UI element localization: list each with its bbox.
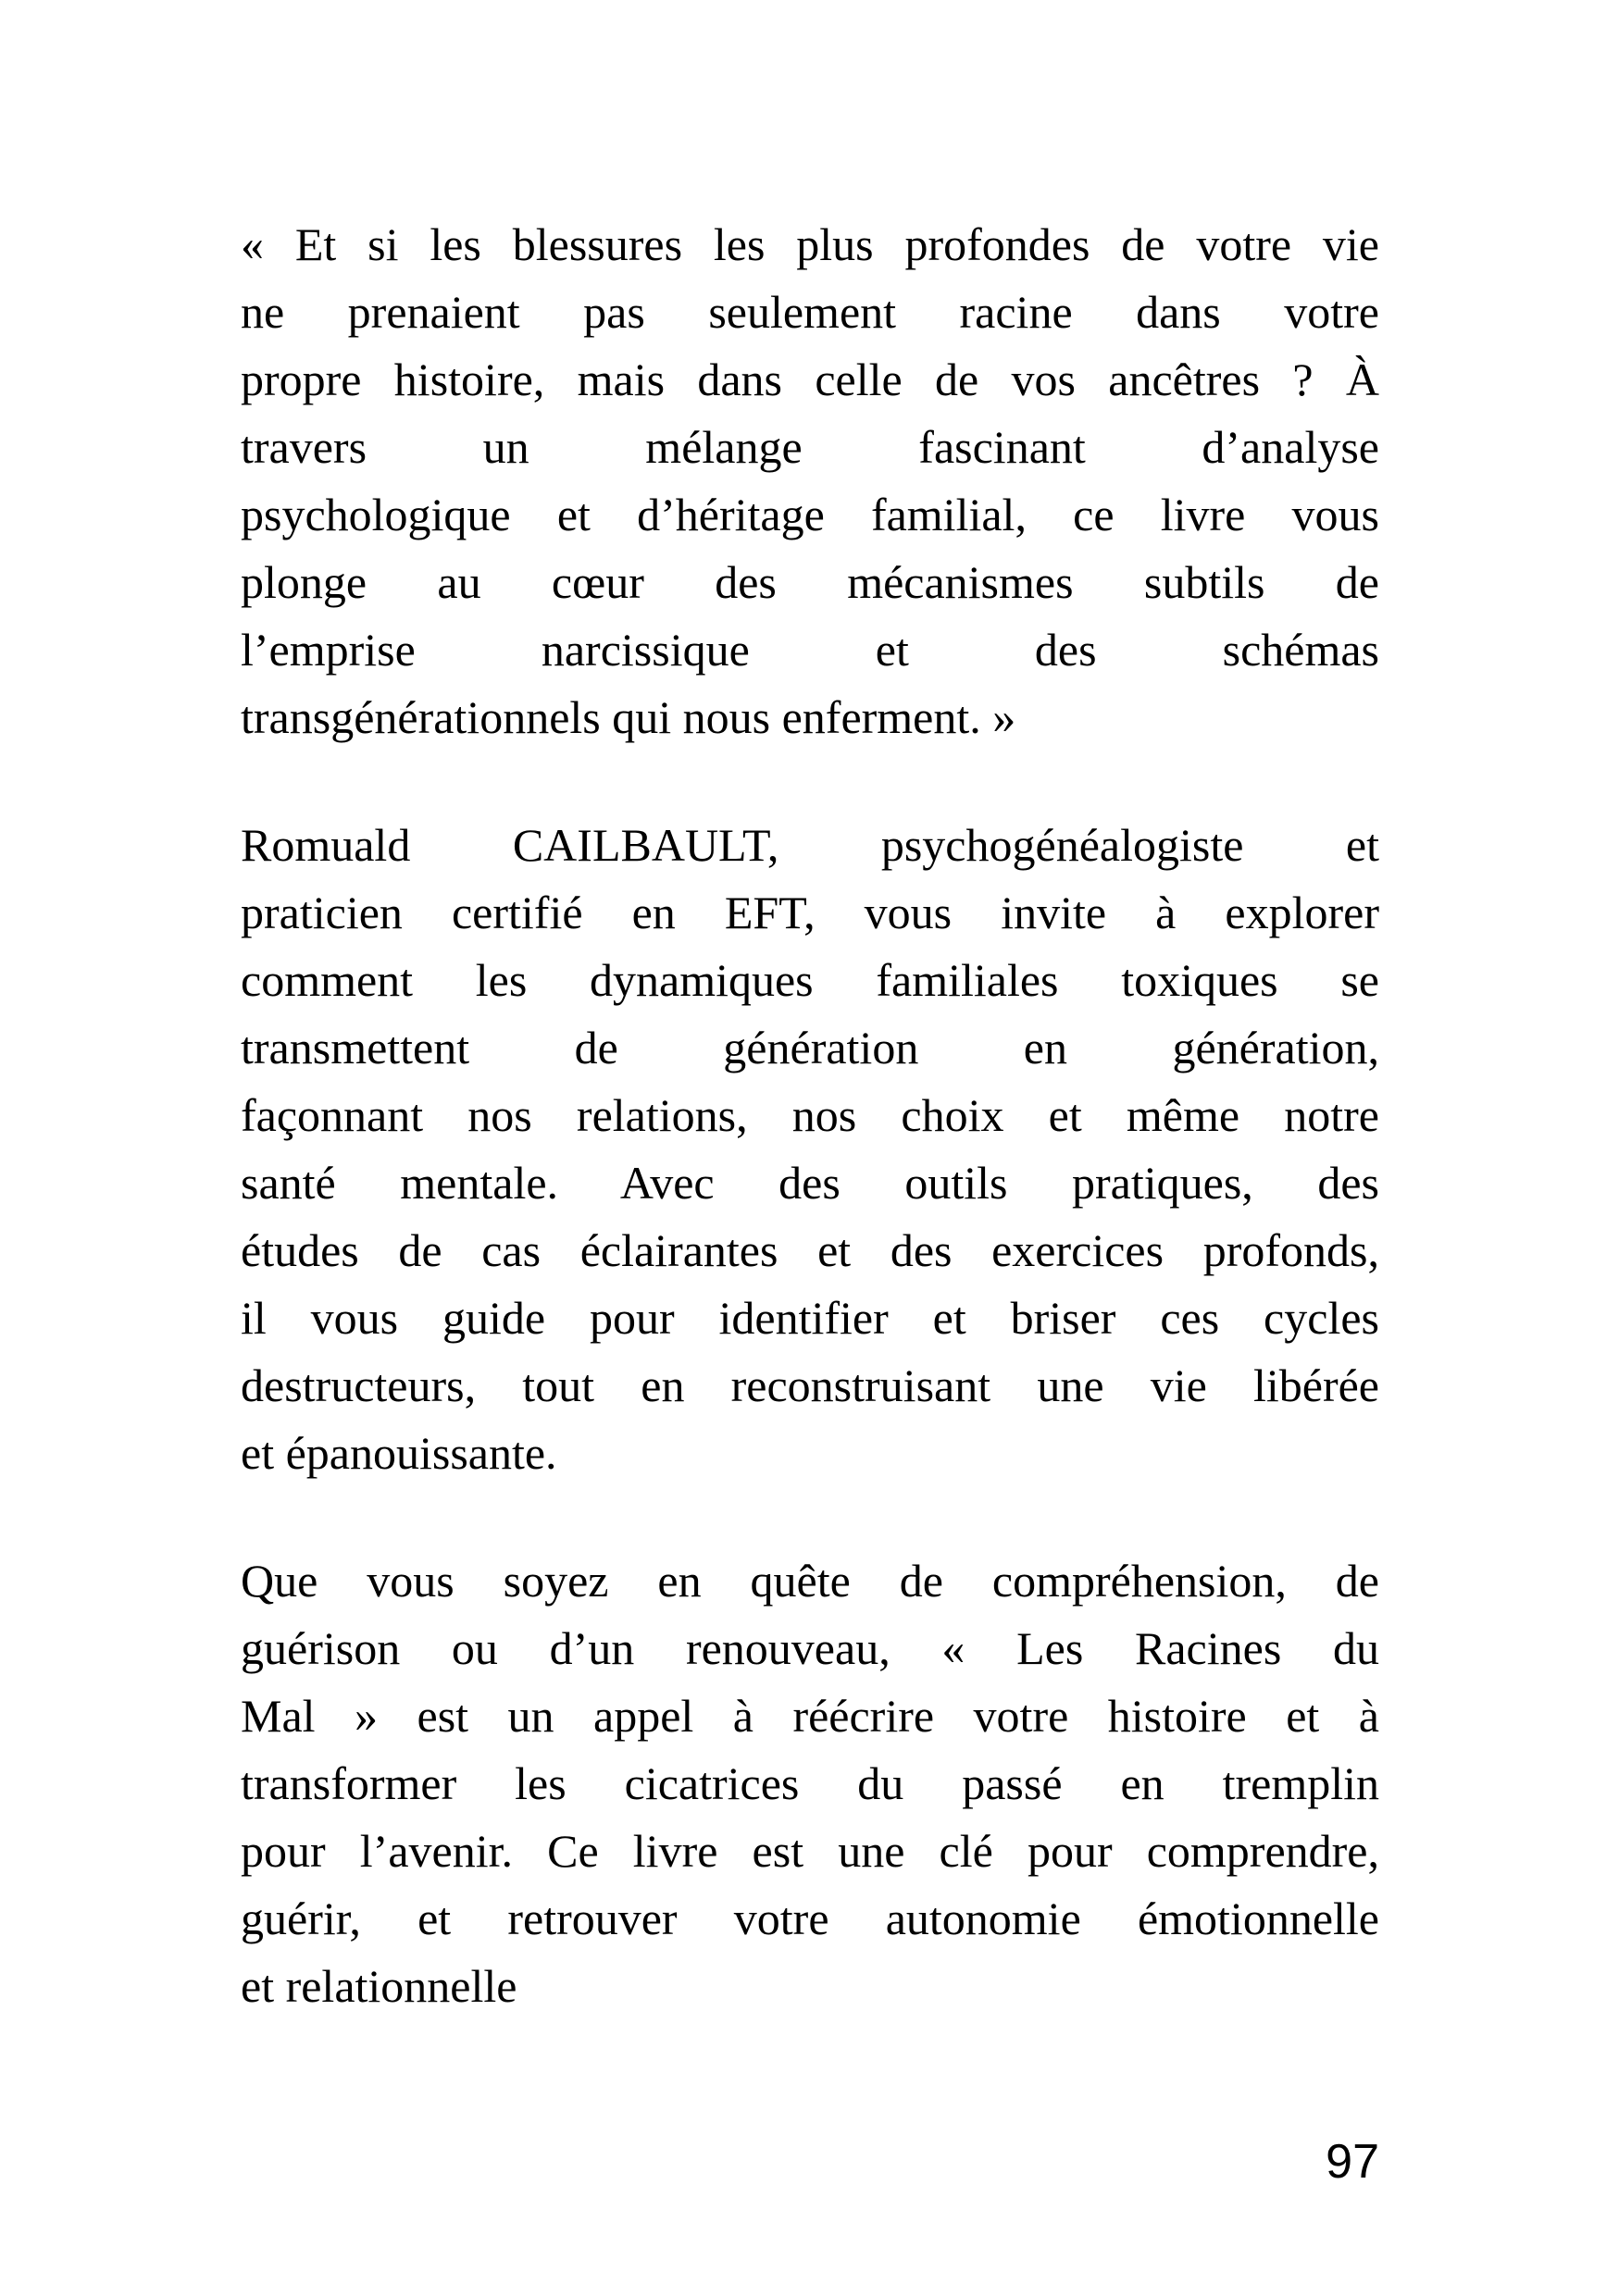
text-line: guérison ou d’un renouveau, « Les Racines du	[241, 1622, 1379, 1674]
text-line: l’emprise narcissique et des schémas	[241, 624, 1379, 676]
text-line: pour l’avenir. Ce livre est une clé pour comprendre,	[241, 1825, 1379, 1877]
text-line: et épanouissante.	[241, 1427, 557, 1479]
text-line: et relationnelle	[241, 1960, 517, 2012]
page-number: 97	[1326, 2135, 1379, 2189]
text-line: Romuald CAILBAULT, psychogénéalogiste et	[241, 819, 1379, 871]
text-line: façonnant nos relations, nos choix et même notre	[241, 1089, 1379, 1141]
text-line: transgénérationnels qui nous enferment. »	[241, 691, 1016, 743]
text-line: propre histoire, mais dans celle de vos ancêtres ? À	[241, 354, 1379, 405]
text-line: praticien certifié en EFT, vous invite à explorer	[241, 887, 1379, 938]
text-line: Que vous soyez en quête de compréhension, de	[241, 1555, 1379, 1607]
text-line: plonge au cœur des mécanismes subtils de	[241, 556, 1379, 608]
text-line: « Et si les blessures les plus profondes de votre vie	[241, 218, 1379, 270]
text-block	[241, 211, 1379, 2020]
text-line: il vous guide pour identifier et briser ces cycles	[241, 1292, 1379, 1344]
text-line: ne prenaient pas seulement racine dans votre	[241, 286, 1379, 338]
text-line: guérir, et retrouver votre autonomie émotionnelle	[241, 1893, 1379, 1944]
text-line: transmettent de génération en génération,	[241, 1022, 1379, 1074]
paragraph	[241, 812, 1379, 1487]
paragraph	[241, 211, 1379, 751]
text-line: transformer les cicatrices du passé en tremplin	[241, 1757, 1379, 1809]
text-line: Mal » est un appel à réécrire votre histoire et à	[241, 1690, 1379, 1742]
text-line: études de cas éclairantes et des exercices profonds,	[241, 1224, 1379, 1276]
text-line: santé mentale. Avec des outils pratiques, des	[241, 1157, 1379, 1209]
text-line: destructeurs, tout en reconstruisant une vie libérée	[241, 1359, 1379, 1411]
text-line: psychologique et d’héritage familial, ce livre vous	[241, 489, 1379, 540]
paragraph	[241, 1547, 1379, 2020]
text-line: comment les dynamiques familiales toxiques se	[241, 954, 1379, 1006]
text-line: travers un mélange fascinant d’analyse	[241, 421, 1379, 473]
